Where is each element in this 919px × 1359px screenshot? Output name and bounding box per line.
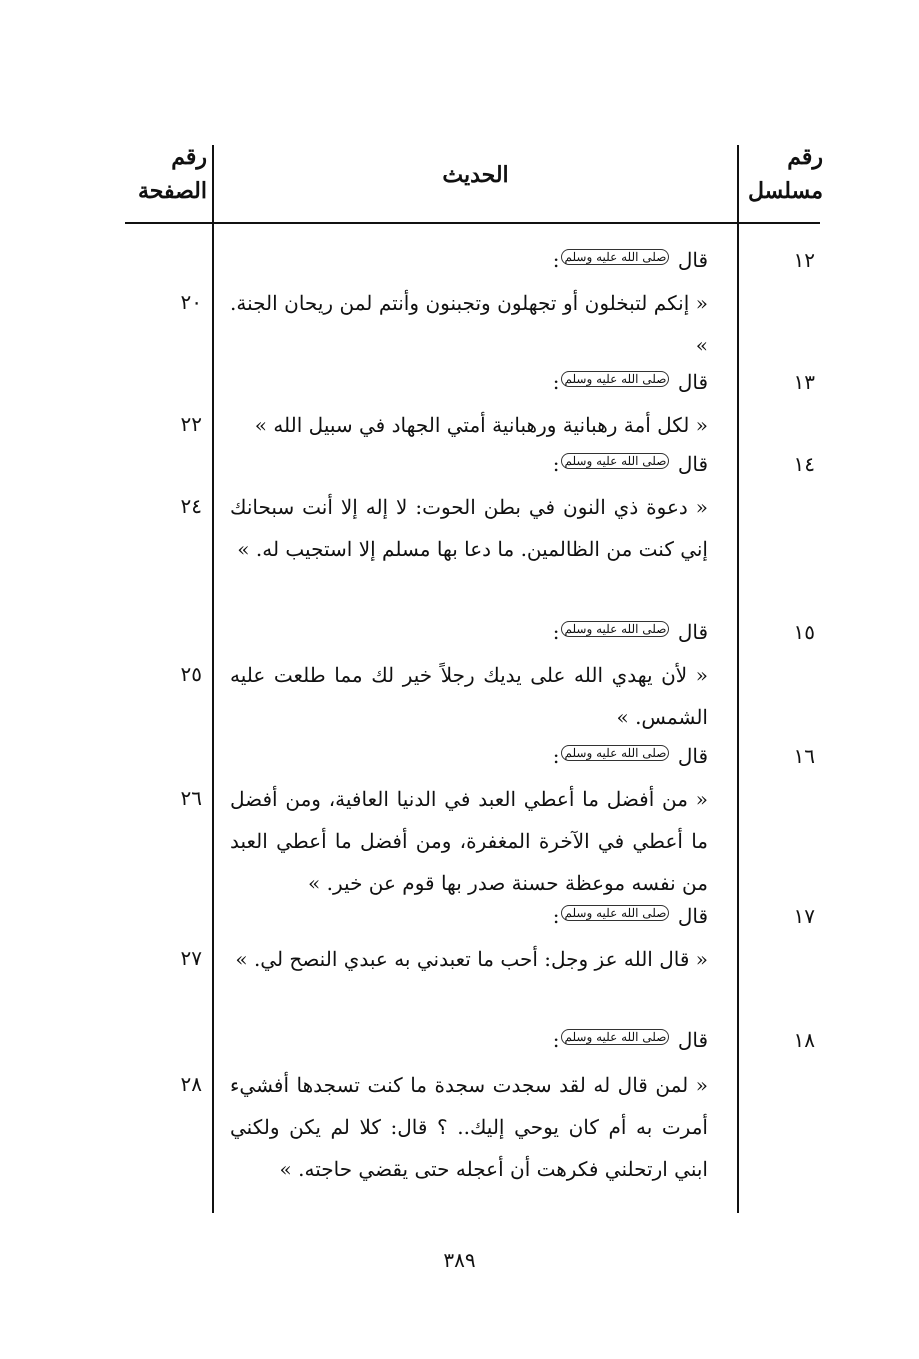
page-number: ٢٧ (180, 946, 202, 970)
say-line: قال صلى الله عليه وسلم: (552, 904, 708, 928)
hadith-text: « من أفضل ما أعطي العبد في الدنيا العافية، ومن أفضل ما أعطي في الآخرة المغفرة، ومن أفضل ما أعطي العبد من نفسه موعظة حسنة صدر بها قوم عن خير. » (230, 787, 708, 895)
hadith-text: « لكل أمة رهبانية ورهبانية أمتي الجهاد في سبيل الله » (254, 413, 708, 437)
say-line: قال صلى الله عليه وسلم: (552, 370, 708, 394)
serial-number: ١٤ (793, 452, 815, 476)
blessing-glyph: صلى الله عليه وسلم (561, 249, 669, 265)
blessing-glyph: صلى الله عليه وسلم (561, 621, 669, 637)
hadith-text: « لمن قال له لقد سجدت سجدة ما كنت تسجدها أفشيء أمرت به أم كان يوحي إليك.. ؟ قال: كلا لم يكن ولكني ابني ارتحلني فكرهت أن أعجله حتى يقضي حاجته. » (230, 1073, 708, 1181)
serial-number: ١٢ (793, 248, 815, 272)
header-hadith: الحديث (442, 162, 509, 188)
hadith-text: « دعوة ذي النون في بطن الحوت: لا إله إلا أنت سبحانك إني كنت من الظالمين. ما دعا بها مسلم إلا استجيب له. » (230, 495, 708, 561)
say-word: قال (677, 1028, 708, 1052)
header-rule (125, 222, 820, 224)
serial-number: ١٣ (793, 370, 815, 394)
page-number: ٢٢ (180, 412, 202, 436)
blessing-glyph: صلى الله عليه وسلم (561, 371, 669, 387)
say-line: قال صلى الله عليه وسلم: (552, 452, 708, 476)
page-number: ٢٠ (180, 290, 202, 314)
say-line: قال صلى الله عليه وسلم: (552, 744, 708, 768)
serial-number: ١٥ (793, 620, 815, 644)
hadith-text: « إنكم لتبخلون أو تجهلون وتجبنون وأنتم لمن ريحان الجنة. » (230, 291, 708, 357)
say-word: قال (677, 452, 708, 476)
folio-page-number: ٣٨٩ (443, 1248, 476, 1272)
say-word: قال (677, 904, 708, 928)
say-line: قال صلى الله عليه وسلم: (552, 1028, 708, 1052)
blessing-glyph: صلى الله عليه وسلم (561, 1029, 669, 1045)
page-number: ٢٤ (180, 494, 202, 518)
hadith-text: « لأن يهدي الله على يديك رجلاً خير لك مما طلعت عليه الشمس. » (230, 663, 708, 729)
say-word: قال (677, 744, 708, 768)
blessing-glyph: صلى الله عليه وسلم (561, 905, 669, 921)
say-line: قال صلى الله عليه وسلم: (552, 248, 708, 272)
page-number: ٢٥ (180, 662, 202, 686)
serial-number: ١٧ (793, 904, 815, 928)
say-word: قال (677, 620, 708, 644)
say-word: قال (677, 248, 708, 272)
column-divider-left (212, 145, 214, 1213)
page-number: ٢٨ (180, 1072, 202, 1096)
header-serial: رقم مسلسل (748, 144, 823, 204)
serial-number: ١٨ (793, 1028, 815, 1052)
serial-number: ١٦ (793, 744, 815, 768)
hadith-text: « قال الله عز وجل: أحب ما تعبدني به عبدي النصح لي. » (235, 947, 708, 971)
header-page: رقم الصفحة (137, 144, 207, 204)
page-number: ٢٦ (180, 786, 202, 810)
column-divider-right (737, 145, 739, 1213)
blessing-glyph: صلى الله عليه وسلم (561, 745, 669, 761)
blessing-glyph: صلى الله عليه وسلم (561, 453, 669, 469)
say-word: قال (677, 370, 708, 394)
say-line: قال صلى الله عليه وسلم: (552, 620, 708, 644)
